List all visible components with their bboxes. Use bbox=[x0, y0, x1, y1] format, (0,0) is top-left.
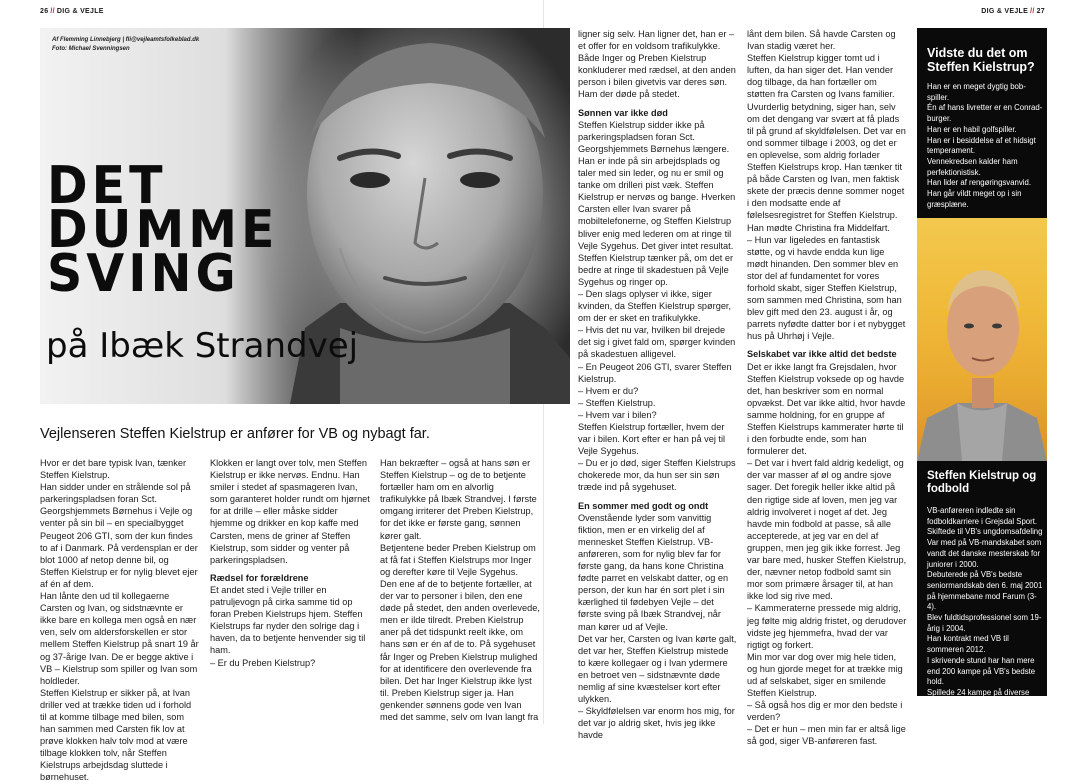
headline-line-3: SVING bbox=[47, 243, 240, 304]
subheadline: på Ibæk Strandvej bbox=[46, 326, 359, 366]
sidebar-list-item: Han er en meget dygtig bob-spiller. bbox=[927, 82, 1026, 102]
sidebar-list-item: Han lider af rengøringsvanvid. bbox=[927, 178, 1032, 188]
article-paragraph: Det var her, Carsten og Ivan kørte galt, det var her, Steffen Kielstrup mistede to kære kollegaer og i Ivan ydermere en betroet ven – sidstnævnte døde nemlig af sine kvæstelser kort efter ulykken. bbox=[578, 633, 737, 705]
article-paragraph: – Steffen Kielstrup. bbox=[578, 397, 656, 408]
headline bbox=[47, 155, 287, 304]
article-paragraph: – Er du Preben Kielstrup? bbox=[210, 657, 316, 668]
article-paragraph: Ovenstående lyder som vanvittig fiktion, men er en virkelig del af mennesket Steffen Kielstrup. VB-anføreren, som for nylig blev far for første gang, da hans kone Christina fødte parret en velskabt datter, og en person, der kun har én sort plet i sin kærlighed til fødebyen Vejle – det første sving på Ibæk Strandvej, når man kører ud af Vejle. bbox=[578, 512, 729, 632]
article-paragraph: Steffen Kielstrup fortæller, hvem der var i bilen. Kort efter er han på vej til Vejle Sygehus. bbox=[578, 422, 726, 457]
article-paragraph: Steffen Kielstrup er sikker på, at Ivan driller ved at trække tiden ud i forhold til at komme tilbage med bilen, som han sammen med Carsten fik lov at prøve klokken halv tolv mod at være tilbage klokken tolv, når Steffen Kielstrups arbejdsdag sluttede i børnehuset. bbox=[40, 687, 192, 783]
article-paragraph: Han bekræfter – også at hans søn er Steffen Kielstrup – og de to betjente fortæller ham om en alvorlig trafikulykke på Ibæk Strandvej. I første omgang irriterer det Preben Kielstrup, for det ikke er første gang, sønnen kører galt. bbox=[380, 458, 537, 541]
sidebar-list-item: I skrivende stund har han mere end 200 kampe på VB's bedste hold. bbox=[927, 655, 1036, 687]
sidebar-list-item: Debuterede på VB's bedste seniormandskab den 6. maj 2001 på hjemmebane mod Farum (3-4). bbox=[927, 570, 1043, 612]
sidebar-list-item: Én af hans livretter er en Conrad-burger. bbox=[927, 103, 1043, 124]
article-paragraph: lånt dem bilen. Så havde Carsten og Ivan stadig været her. bbox=[747, 29, 896, 52]
section-heading: Sønnen var ikke død bbox=[578, 107, 668, 118]
article-paragraph: Han sidder under en strålende sol på parkeringspladsen foran Sct. Georgshjemmets Børnehus i Vejle og venter på sin bil – en specialbygget Peugeot 206 GTI, som der kun findes to af i Danmark. På verdensplan er der blot 1000 af netop denne bil, og Steffen Kielstrup er for nylig blevet ejer af én af dem. bbox=[40, 482, 198, 589]
article-column-1 bbox=[40, 457, 200, 783]
section-heading: Rædsel for forældrene bbox=[210, 572, 309, 583]
sidebar-title-2: Steffen Kielstrup og fodbold bbox=[927, 470, 1037, 495]
article-column-3 bbox=[380, 457, 540, 722]
article-paragraph: – Kammeraterne pressede mig aldrig, jeg følte mig aldrig fristet, og derudover vidste jeg hjemmefra, hvad der var rigtigt og forkert. bbox=[747, 603, 907, 650]
article-paragraph: Et andet sted i Vejle triller en patruljevogn på cirka samme tid op foran Preben Kielstrups hjem. Steffen Kielstrups far nyder den solrige dag i haven, da to betjente henvender sig til ham. bbox=[210, 584, 366, 656]
sidebar-portrait-illustration bbox=[917, 218, 1047, 461]
section-heading: En sommer med godt og ondt bbox=[578, 500, 709, 511]
article-column-5 bbox=[747, 28, 907, 747]
article-paragraph: Han lånte den ud til kollegaerne Carsten og Ivan, og sidstnævnte er ikke bare en kollega men også en nær ven, selv om aldersforskellen er stor mellem Steffen Kielstrup på snart 19 år og 37-årige Ivan. De er begge aktive i VB – Kielstrup som spiller og Ivan som holdleder. bbox=[40, 591, 199, 686]
article-paragraph: Den ene af de to betjente fortæller, at der var to personer i bilen, den ene døde på stedet, den anden overlevede, men er ilde tilredt. Preben Kielstrup aner på det tidspunkt reelt ikke, om hans søn er én af de to. På sygehuset får Inger og Preben Kielstrup mulighed for at identificere den overlevende fra bilen. Det har Inger Kielstrup ikke lyst til. Preben Kielstrup siger ja. Han genkender sønnens gode ven Ivan med det samme, selv om Ivan langt fra bbox=[380, 578, 540, 722]
article-paragraph: – Hvis det nu var, hvilken bil drejede det sig i givet fald om, spørger kvinden på skadestuen alligevel. bbox=[578, 325, 736, 360]
article-paragraph: Betjentene beder Preben Kielstrup om at få fat i Steffen Kielstrups mor Inger og derefter køre til Vejle Sygehus. bbox=[380, 542, 536, 577]
article-paragraph: – Det er hun – men min far er altså lige så god, siger VB-anføreren fast. bbox=[747, 724, 906, 747]
article-paragraph: – En Peugeot 206 GTI, svarer Steffen Kielstrup. bbox=[578, 361, 732, 384]
sidebar-list-item: Han går vildt meget op i sin græsplæne. bbox=[927, 189, 1022, 209]
byline-photo-credit: Foto: Michael Svenningsen bbox=[52, 46, 130, 52]
article-paragraph: – Skyldfølelsen var enorm hos mig, for det var jo aldrig sket, hvis jeg ikke havde bbox=[578, 706, 735, 741]
page-number: 27 bbox=[1036, 8, 1045, 15]
article-paragraph: – Den slags oplyser vi ikke, siger kvinden, da Steffen Kielstrup spørger, om der er sket en trafikulykke. bbox=[578, 288, 732, 324]
section-heading: Selskabet var ikke altid det bedste bbox=[747, 349, 897, 360]
article-paragraph: Steffen Kielstrup kigger tomt ud i luften, da han siger det. Han vender dog tilbage, da han fortæller om støtten fra Carsten og Ivans familier. Uvurderlig betydning, siger han, selv om det dengang var svært at få plads til på grund af skyldfølelsen. Det var en ond sommer tilbage i 2003, og det er en oplevelse, som aldrig forlader Steffen Kielstrups krop. Han tænker tit på både Carsten og Ivan, men faktisk skete der præcis denne sommer noget i den modsatte ende af følelsesregistret for Steffen Kielstrup. Han mødte Christina fra Middelfart. bbox=[747, 53, 906, 233]
sidebar-list-item: Han er en habil golfspiller. bbox=[927, 124, 1017, 134]
page-number-right bbox=[981, 8, 1045, 15]
sidebar-career-list bbox=[927, 506, 1045, 709]
article-paragraph: – Hvem var i bilen? bbox=[578, 409, 657, 420]
article-paragraph: Min mor var dog over mig hele tiden, og hun gjorde meget for at trække mig ud af selskabet, siger en smilende Steffen Kielstrup. bbox=[747, 651, 903, 699]
article-paragraph: – Det var i hvert fald aldrig kedeligt, og der var masser af øl og andre sjove sager. Det foregik heller ikke altid på den rigtige side af loven, men jeg var aldrig involveret i noget af det. Jeg havde min fodbold at passe, så alle accepterede, at jeg var en del af gruppen, men jeg gik ikke forrest. Jeg var bare med, husker Steffen Kielstrup, der, nævner netop fodbold samt sin mor som primære årsager til, at han ikke lod sig rive med. bbox=[747, 458, 907, 602]
article-column-2 bbox=[210, 457, 370, 697]
sidebar-list-item: Var med på VB-mandskabet som vandt det danske mesterskab for juniorer i 2000. bbox=[927, 538, 1042, 569]
sidebar-facts-list bbox=[927, 82, 1045, 210]
headline-line-1: DET bbox=[47, 155, 167, 216]
sidebar-list-item: Spillede 24 kampe på diverse danske ungdomslandshold. bbox=[927, 687, 1030, 708]
article-paragraph: Det er ikke langt fra Grejsdalen, hvor Steffen Kielstrup voksede op og havde det, han beskriver som en normal opvækst. Det var ikke altid, hvor havde samme holdning, for en gruppe af Steffen Kielstrups kammerater hørte til i den forbudte ende, som han formulerer det. bbox=[747, 361, 906, 457]
sidebar-list-item: VB-anføreren indledte sin fodboldkarriere i Grejsdal Sport. bbox=[927, 506, 1038, 526]
article-paragraph: ligner sig selv. Han ligner det, han er – et offer for en voldsom trafikulykke. Både Inger og Preben Kielstrup konkluderer med rædsel, at den anden person i bilen givetvis var deres søn. Ham der døde på stedet. bbox=[578, 29, 736, 100]
article-paragraph: Steffen Kielstrup sidder ikke på parkeringspladsen foran Sct. Georgshjemmets Børnehus længere. Han er inde på sin arbejdsplads og taler med sin leder, og nu er smil og tanke om drilleri pist væk. Steffen Kielstrup er nervøs og bange. Hverken Carsten eller Ivan svarer på mobiltelefonerne, og Steffen Kielstrup bliver enig med lederen om at ringe til Vejle Sygehus. Det giver intet resultat. bbox=[578, 119, 736, 251]
folio-separator: // bbox=[50, 8, 55, 15]
article-paragraph: – Du er jo død, siger Steffen Kielstrups chokerede mor, da hun ser sin søn træde ind på sygehuset. bbox=[578, 458, 736, 493]
sidebar-list-item: Skiftede til VB's ungdomsafdeling bbox=[927, 527, 1043, 537]
article-paragraph: Hvor er det bare typisk Ivan, tænker Steffen Kielstrup. bbox=[40, 458, 187, 481]
page-number-left bbox=[40, 8, 104, 15]
fact-sidebar bbox=[917, 28, 1047, 708]
article-paragraph: Klokken er langt over tolv, men Steffen Kielstrup er ikke nervøs. Endnu. Han smiler i stedet af spasmageren Ivan, som garanteret holder rundt om hjørnet for at drille – eller måske sidder hjemme og drikker en kop kaffe med Carsten, mens de griner af Steffen Kielstrup, som sidder og venter på parkeringspladsen. bbox=[210, 458, 370, 565]
section-name: DIG & VEJLE bbox=[56, 8, 104, 15]
sidebar-list-item: Vennekredsen kalder ham perfektionistisk. bbox=[927, 156, 1018, 177]
article-paragraph: – Så også hos dig er mor den bedste i verden? bbox=[747, 700, 903, 723]
sidebar-list-item: Han kontrakt med VB til sommeren 2012. bbox=[927, 634, 1009, 655]
lead-paragraph: Vejlenseren Steffen Kielstrup er anfører for VB og nybagt far. bbox=[40, 426, 430, 442]
section-name: DIG & VEJLE bbox=[981, 8, 1029, 15]
headline-line-2: DUMME bbox=[47, 199, 279, 260]
page-number: 26 bbox=[40, 8, 49, 15]
folio-separator: // bbox=[1030, 8, 1035, 15]
article-paragraph: – Hvem er du? bbox=[578, 385, 639, 396]
sidebar-title: Vidste du det om Steffen Kielstrup? bbox=[927, 46, 1035, 74]
article-column-4 bbox=[578, 28, 738, 741]
sidebar-list-item: Han er i besiddelse af et hidsigt temperament. bbox=[927, 135, 1036, 156]
sidebar-list-item: Blev fuldtidsprofessionel som 19-årig i 2004. bbox=[927, 613, 1042, 633]
byline-author: Af Flemming Linnebjerg | fli@vejleamtsfolkeblad.dk bbox=[52, 37, 200, 43]
sidebar-portrait-photo bbox=[917, 218, 1047, 461]
byline bbox=[52, 36, 199, 54]
article-paragraph: – Hun var ligeledes en fantastisk støtte, og vi havde endda kun lige mødt hinanden. Den sommer blev en stor del af fundamentet for vores forhold skabt, siger Steffen Kielstrup, som sammen med Christina, som han blev gift med den 23. august i år, og parrets nyfødte datter bor i et nybygget hus på Uhrhøj i Vejle. bbox=[747, 234, 906, 342]
article-paragraph: Steffen Kielstrup tænker på, om det er bedre at ringe til skadestuen på Vejle Sygehus og ringer op. bbox=[578, 252, 734, 287]
